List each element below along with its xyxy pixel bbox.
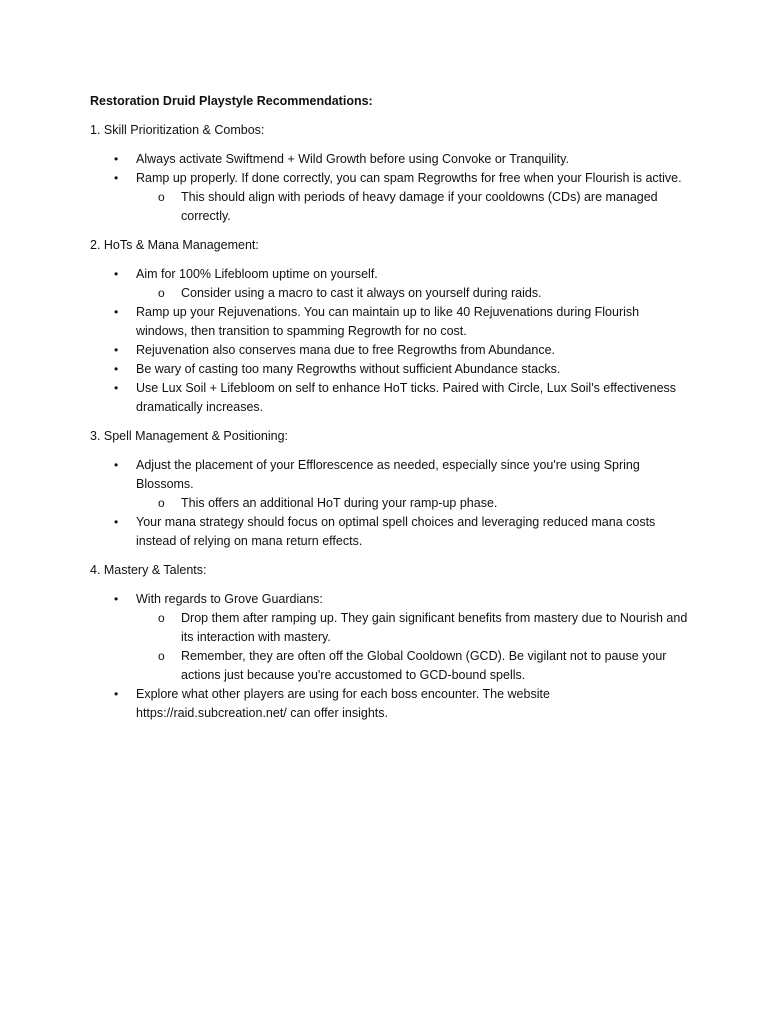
list-item-text: Adjust the placement of your Efflorescence as needed, especially since you're using Spring Blossoms. <box>136 458 640 491</box>
bullet-icon: • <box>114 171 119 185</box>
list-item <box>90 150 690 169</box>
document-body <box>90 92 690 733</box>
sub-list-item <box>136 188 690 226</box>
sub-bullet-list <box>136 609 690 685</box>
sub-bullet-icon: o <box>158 286 165 300</box>
bullet-icon: • <box>114 305 119 319</box>
bullet-icon: • <box>114 152 119 166</box>
bullet-icon: • <box>114 592 119 606</box>
list-item-text: Always activate Swiftmend + Wild Growth before using Convoke or Tranquility. <box>136 152 569 166</box>
list-item <box>90 456 690 513</box>
document-title: Restoration Druid Playstyle Recommendations: <box>90 94 373 108</box>
sub-list-item-text: This should align with periods of heavy damage if your cooldowns (CDs) are managed correctly. <box>181 190 658 223</box>
list-item <box>90 590 690 685</box>
sub-bullet-list <box>136 284 690 303</box>
list-item-text: Aim for 100% Lifebloom uptime on yourself. <box>136 267 378 281</box>
sub-list-item <box>136 284 690 303</box>
list-item-text: Rejuvenation also conserves mana due to free Regrowths from Abundance. <box>136 343 555 357</box>
sub-list-item <box>136 494 690 513</box>
list-item <box>90 303 690 341</box>
bullet-list <box>90 590 690 723</box>
bullet-icon: • <box>114 362 119 376</box>
sub-list-item-text: Consider using a macro to cast it always on yourself during raids. <box>181 286 542 300</box>
bullet-icon: • <box>114 381 119 395</box>
section-heading: 4. Mastery & Talents: <box>90 563 207 577</box>
list-item <box>90 360 690 379</box>
bullet-list <box>90 150 690 226</box>
list-item <box>90 169 690 226</box>
sub-bullet-icon: o <box>158 190 165 204</box>
section-heading: 3. Spell Management & Positioning: <box>90 429 289 443</box>
bullet-icon: • <box>114 458 119 472</box>
sub-bullet-list <box>136 188 690 226</box>
list-item <box>90 513 690 551</box>
sub-bullet-icon: o <box>158 496 165 510</box>
sub-list-item-text: Drop them after ramping up. They gain significant benefits from mastery due to Nourish and its interaction with mastery. <box>181 611 688 644</box>
list-item-text: Be wary of casting too many Regrowths without sufficient Abundance stacks. <box>136 362 561 376</box>
list-item-text: With regards to Grove Guardians: <box>136 592 323 606</box>
sub-list-item-text: This offers an additional HoT during your ramp-up phase. <box>181 496 498 510</box>
bullet-list <box>90 456 690 551</box>
bullet-list <box>90 265 690 417</box>
section-heading: 1. Skill Prioritization & Combos: <box>90 123 265 137</box>
section-heading: 2. HoTs & Mana Management: <box>90 238 259 252</box>
list-item-text: Your mana strategy should focus on optimal spell choices and leveraging reduced mana costs instead of relying on mana return effects. <box>136 515 656 548</box>
sub-list-item-text: Remember, they are often off the Global Cooldown (GCD). Be vigilant not to pause your actions just because you're accustomed to GCD-bound spells. <box>181 649 667 682</box>
bullet-icon: • <box>114 343 119 357</box>
list-item-text: Ramp up properly. If done correctly, you can spam Regrowths for free when your Flourish is active. <box>136 171 682 185</box>
sub-bullet-icon: o <box>158 649 165 663</box>
list-item <box>90 379 690 417</box>
sub-bullet-list <box>136 494 690 513</box>
bullet-icon: • <box>114 267 119 281</box>
list-item-text: Ramp up your Rejuvenations. You can maintain up to like 40 Rejuvenations during Flourish windows, then transition to spamming Regrowth for no cost. <box>136 305 640 338</box>
list-item <box>90 265 690 303</box>
bullet-icon: • <box>114 515 119 529</box>
list-item <box>90 341 690 360</box>
list-item-text: Explore what other players are using for each boss encounter. The website https://raid.subcreation.net/ can offer insights. <box>136 687 550 720</box>
sections-container <box>90 121 690 723</box>
list-item-text: Use Lux Soil + Lifebloom on self to enhance HoT ticks. Paired with Circle, Lux Soil's effectiveness dramatically increases. <box>136 381 677 414</box>
sub-bullet-icon: o <box>158 611 165 625</box>
list-item <box>90 685 690 723</box>
bullet-icon: • <box>114 687 119 701</box>
sub-list-item <box>136 647 690 685</box>
sub-list-item <box>136 609 690 647</box>
